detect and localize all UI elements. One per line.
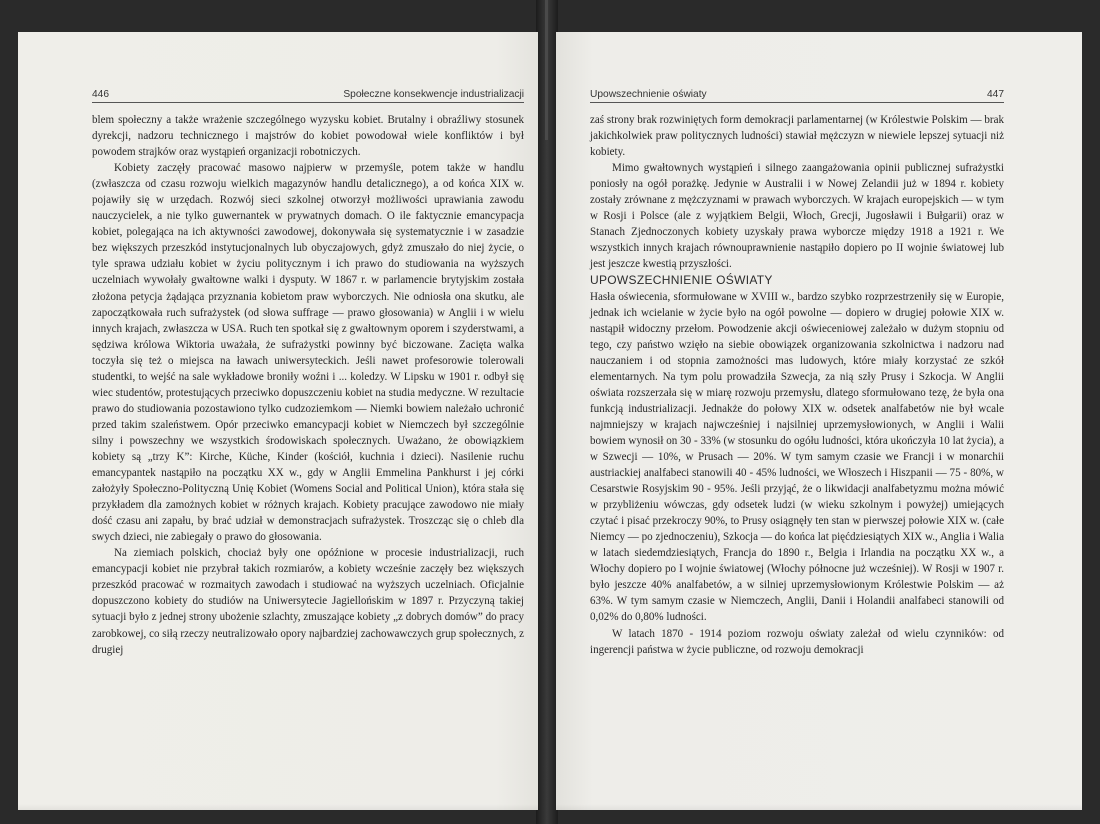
right-page-body bbox=[590, 112, 1004, 658]
paragraph: Mimo gwałtownych wystąpień i silnego zaangażowania opinii publicznej sufrażystki poniosły na ogół porażkę. Jedynie w Australii i w Nowej Zelandii już w 1894 r. kobiety zostały zrównane z mężczyznami w prawach wyborczych. W krajach europejskich — w tym w Rosji i Polsce (ale z wyjątkiem Belgii, Włoch, Grecji, Jugosławii i Bułgarii) oraz w Stanach Zjednoczonych kobiety uzyskały prawa wyborcze między 1918 a 1921 r. We wszystkich innych krajach równouprawnienie nastąpiło dopiero po II wojnie światowej lub jest jeszcze kwestią przyszłości. bbox=[590, 162, 1004, 271]
right-page bbox=[556, 32, 1082, 810]
running-head: Społeczne konsekwencje industrializacji bbox=[343, 89, 524, 100]
book-spine bbox=[536, 0, 558, 824]
paragraph: Na ziemiach polskich, chociaż były one opóźnione w procesie industrializacji, ruch emancypacji kobiet nie przybrał takich rozmiarów, a kobiety wcześnie zaczęły bez większych przeszkód pracować w rozmaitych zawodach i studiować na wyższych uczelniach. Oficjalnie dopuszczono kobiety do studiów na Uniwersytecie Jagiellońskim w 1897 r. Przyczyną takiej sytuacji było z jednej strony ubożenie szlachty, zmuszające kobiety „z dobrych domów” do pracy zarobkowej, co siłą rzeczy neutralizowało opory najbardziej zachowawczych grup społecznych, z drugiej bbox=[92, 547, 524, 656]
paragraph: zaś strony brak rozwiniętych form demokracji parlamentarnej (w Królestwie Polskim — brak jakichkolwiek praw politycznych ludności) stawiał mężczyzn w niewiele lepszej sytuacji niż kobiety. bbox=[590, 114, 1004, 159]
left-page-header bbox=[92, 86, 524, 103]
running-head: Upowszechnienie oświaty bbox=[590, 89, 707, 100]
paragraph: blem społeczny a także wrażenie szczególnego wyzysku kobiet. Brutalny i obraźliwy stosunek dyrekcji, nadzoru technicznego i majstrów do kobiet powodował wiele konfliktów i był powodem strajków oraz wystąpień organizacji robotniczych. bbox=[92, 114, 524, 159]
left-page bbox=[18, 32, 538, 810]
page-shadow bbox=[556, 804, 1082, 810]
left-page-body bbox=[92, 112, 524, 658]
paragraph: W latach 1870 - 1914 poziom rozwoju oświaty zależał od wielu czynników: od ingerencji państwa w życie publiczne, od rozwoju demokracji bbox=[590, 627, 1004, 656]
paragraph: Hasła oświecenia, sformułowane w XVIII w., bardzo szybko rozprzestrzeniły się w Europie, jednak ich wcielanie w życie było na ogół powolne — dopiero w drugiej połowie XIX w. nastąpił widoczny przełom. Powodzenie akcji oświeceniowej zależało w dużym stopniu od tego, czy państwo wzięło na siebie obowiązek organizowania szkolnictwa i nadzoru nad nauczaniem i od stopnia zamożności mas ludowych, które miały korzystać ze szkół elementarnych. Na tym polu prowadziła Szwecja, za nią szły Prusy i Szkocja. W Anglii oświata rozszerzała się w miarę rozwoju przemysłu, dlatego sformułowano tezę, że była ona funkcją industrializacji. Jednakże do połowy XIX w. odsetek analfabetów nie był wcale najmniejszy w krajach najwcześniej i najsilniej uprzemysłowionych, w Anglii i Walii bowiem wynosił on 30 - 33% (w stosunku do ogółu ludności, która ukończyła 10 lat życia), a w Szwecji — 10%, w Prusach — 20%. W tym samym czasie we Francji i w monarchii austriackiej analfabeci stanowili 40 - 45% ludności, we Włoszech i Hiszpanii — 75 - 80%, w Cesarstwie Rosyjskim 90 - 95%. Jeśli przyjąć, że o likwidacji analfabetyzmu można mówić w przybliżeniu wówczas, gdy odsetek ludzi (w wieku szkolnym i powyżej) umiejących czytać i pisać przekroczy 90%, to Prusy osiągnęły ten stan w pierwszej połowie XIX w. (całe Niemcy — po zjednoczeniu), Szkocja — do końca lat pięćdziesiątych XIX w., Anglia i Walia w latach siedemdziesiątych, Francja do 1890 r., Belgia i Irlandia na początku XX w., a Włochy dopiero po I wojnie światowej (Włochy północne już wcześniej). W Rosji w 1907 r. było jeszcze 40% analfabetów, a w silniej uprzemysłowionym Królestwie Polskim — aż 63%. W tym samym czasie w Niemczech, Anglii, Danii i Holandii analfabeci stanowili od 0,02% do 0,80% ludności. bbox=[590, 290, 1004, 624]
paragraph: Kobiety zaczęły pracować masowo najpierw w przemyśle, potem także w handlu (zwłaszcza od czasu rozwoju wielkich magazynów handlu detalicznego), a od końca XIX w. pojawiły się w urzędach. Rozwój sieci szkolnej otworzył możliwości uprawiania zawodu nauczycielek, a nie tylko guwernantek w prywatnych domach. O ile faktycznie emancypacja kobiet, polegająca na ich aktywności zawodowej, dokonywała się systematycznie i w zasadzie bez większych przeszkód instytucjonalnych lub obyczajowych, gdyż zmuszało do niej życie, o tyle sprawa udziału kobiet w życiu politycznym i ich prawo do studiowania na wyższych uczelniach wywołały gwałtowne walki i dysputy. W 1867 r. w parlamencie brytyjskim została złożona petycja żądająca przyznania kobietom praw wyborczych. Nie odniosła ona skutku, ale zapoczątkowała ruch sufrażystek (od słowa suffrage — prawo głosowania) w Anglii i w wielu innych krajach, zwłaszcza w USA. Ruch ten spotkał się z gwałtownym oporem i szyderstwami, a sędziwa królowa Wiktoria uważała, że sufrażystki powinny być biczowane. Zacięta walka toczyła się też o miejsca na ławach uniwersyteckich. Jeśli nawet profesorowie tolerowali studentki, to wejść na sale wykładowe broniły woźni i ... koledzy. W Lipsku w 1901 r. odbył się wiec studentów, protestujących przeciwko dopuszczeniu kobiet na studia medyczne. W rezultacie prawo do studiowania pozostawiono tylko cudzoziemkom — Niemki bowiem należało uchronić przed takim szaleństwem. Opór przeciwko emancypacji kobiet w Niemczech był szczególnie silny i powszechny we wszystkich środowiskach społecznych. Uważano, że obowiązkiem kobiety są „trzy K”: Kirche, Küche, Kinder (kościół, kuchnia i dzieci). Nasilenie ruchu emancypantek nastąpiło na początku XX w., gdy w Anglii Emmelina Pankhurst i jej córki założyły Społeczno-Polityczną Unię Kobiet (Womens Social and Political Union), która stała się przykładem dla zamożnych kobiet w różnych krajach. Kobiety pracujące zawodowo nie miały dość czasu ani zapału, by brać udział w demonstracjach sufrażystek. Troszcząc się o chleb dla swych dzieci, nie zabiegały o prawo do głosowania. bbox=[92, 162, 524, 544]
section-title: UPOWSZECHNIENIE OŚWIATY bbox=[590, 273, 773, 288]
page-number: 446 bbox=[92, 89, 109, 100]
page-number: 447 bbox=[987, 89, 1004, 100]
page-shadow bbox=[18, 804, 538, 810]
right-page-header bbox=[590, 86, 1004, 103]
